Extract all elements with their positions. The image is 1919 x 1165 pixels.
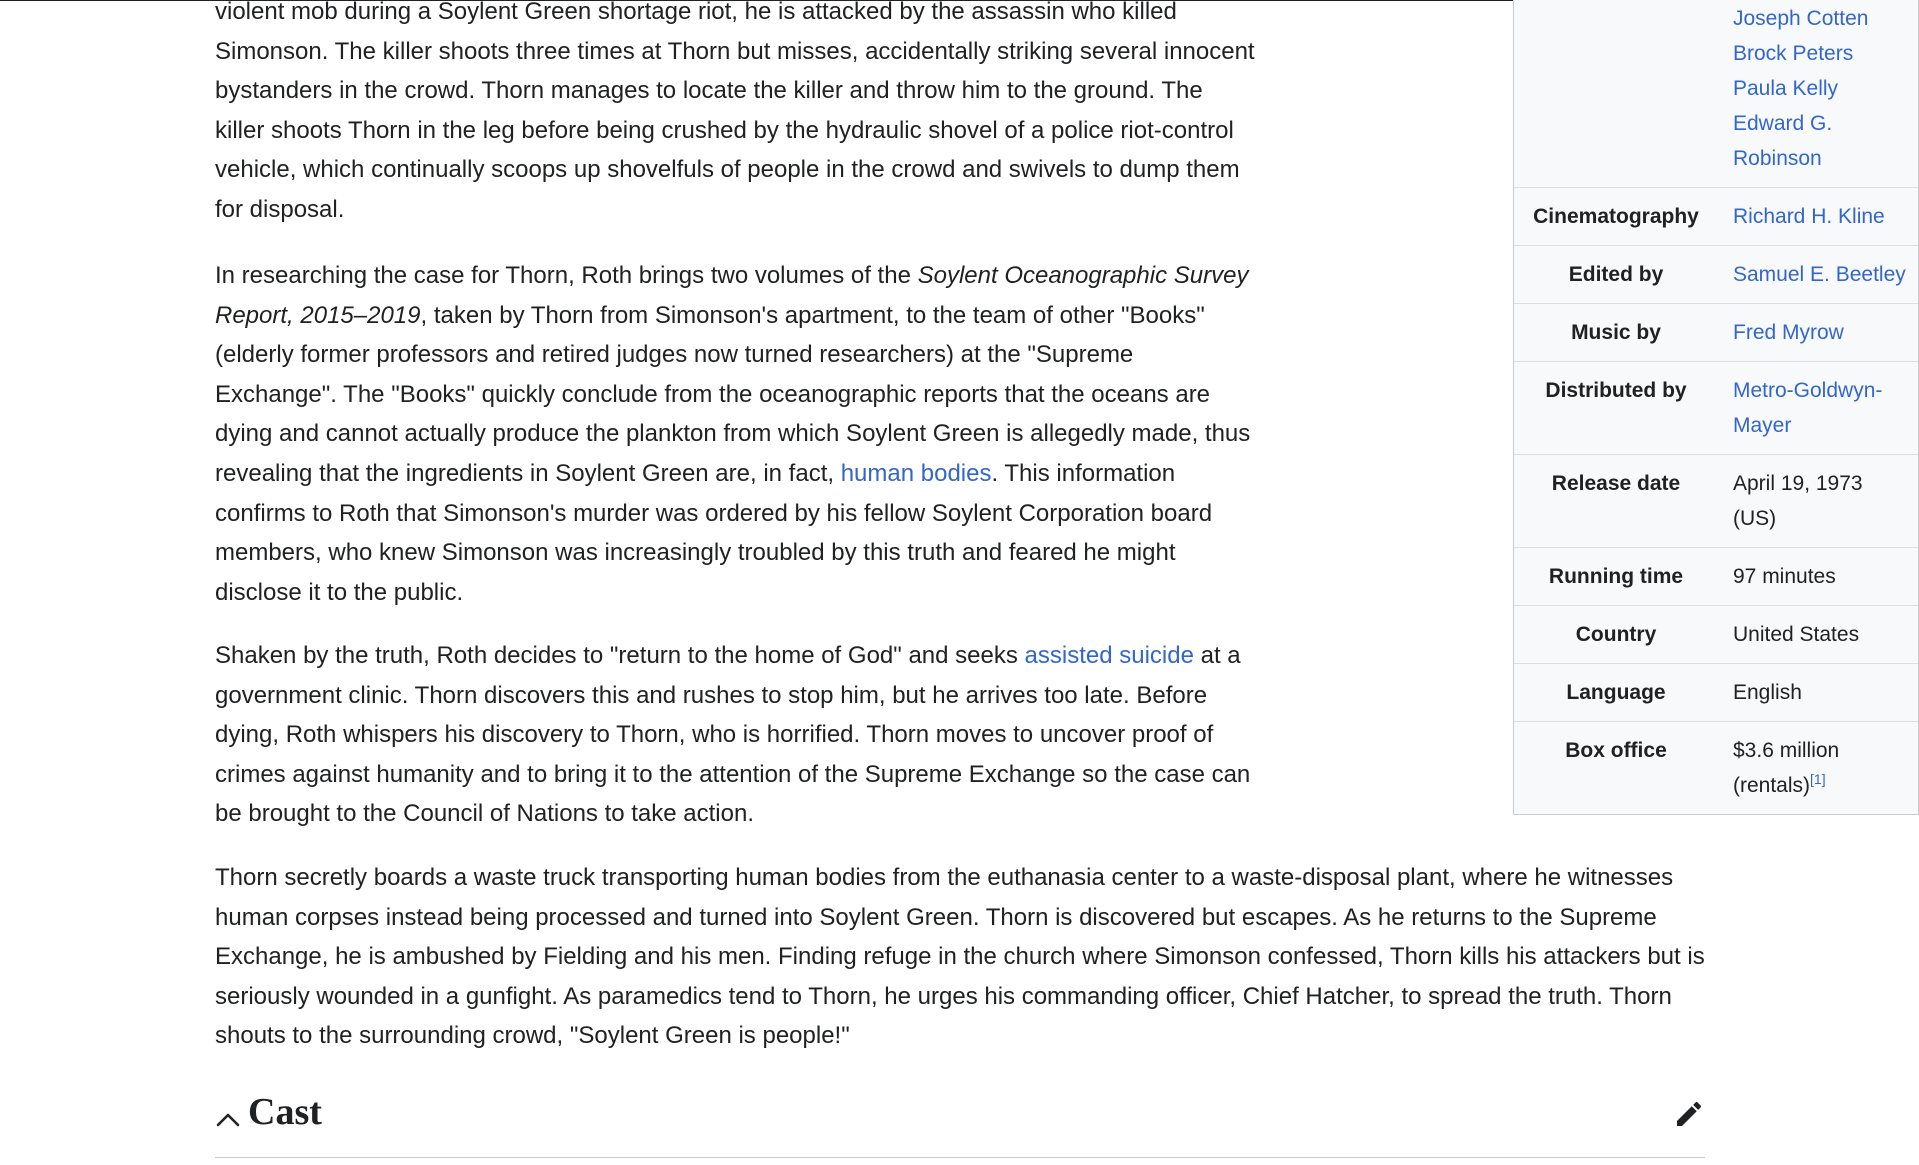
chevron-up-icon[interactable] bbox=[215, 1108, 241, 1132]
infobox-value bbox=[1718, 373, 1918, 443]
infobox-row-edited-by bbox=[1514, 245, 1918, 303]
section-heading-cast bbox=[215, 1088, 1705, 1158]
infobox-row-music-by bbox=[1514, 303, 1918, 361]
infobox-value bbox=[1718, 315, 1918, 350]
infobox-label: Release date bbox=[1551, 472, 1681, 495]
starring-link[interactable]: Joseph Cotten bbox=[1733, 7, 1869, 30]
plot-paragraph bbox=[215, 636, 1255, 834]
plot-paragraph bbox=[215, 256, 1255, 612]
paragraph-text: , taken by Thorn from Simonson's apartment, to the team of other "Books" (elderly former professors and retired judges now turned researchers) at the "Supreme Exchange". The "Books" quickly conclude from the oceanographic reports that the oceans are dying and cannot actually produce the plankton from which Soylent Green is allegedly made, thus revealing that the ingredients in Soylent Green are, in fact, bbox=[215, 301, 1251, 487]
infobox-row-country bbox=[1514, 605, 1918, 663]
infobox-label: Language bbox=[1566, 681, 1666, 704]
report-title: Soylent Oceanographic Survey Report, 2015–2019 bbox=[215, 262, 1249, 329]
infobox-value: United States bbox=[1733, 623, 1860, 646]
infobox-row-distributed-by bbox=[1514, 361, 1918, 454]
paragraph-text: at a government clinic. Thorn discovers this and rushes to stop him, but he arrives too late. Before dying, Roth whispers his discovery to Thorn, who is horrified. Thorn moves to uncover proof of crimes against humanity and to bring it to the attention of the Supreme Exchange so the case can be brought to the Council of Nations to take action. bbox=[215, 642, 1251, 828]
infobox-value bbox=[1718, 1, 1918, 176]
starring-link[interactable]: Brock Peters bbox=[1733, 42, 1854, 65]
paragraph-text: . This information confirms to Roth that Simonson's murder was ordered by his fellow Soylent Corporation board members, who knew Simonson was increasingly troubled by this truth and feared he might disclose it to the public. bbox=[215, 459, 1213, 606]
editor-link[interactable]: Samuel E. Beetley bbox=[1733, 263, 1906, 286]
infobox-row-cinematography bbox=[1514, 187, 1918, 245]
assisted-suicide-link[interactable]: assisted suicide bbox=[1024, 642, 1194, 669]
paragraph-text: Shaken by the truth, Roth decides to "return to the home of God" and seeks bbox=[215, 642, 1025, 669]
starring-link[interactable]: Edward G. Robinson bbox=[1733, 112, 1833, 170]
starring-link[interactable]: Paula Kelly bbox=[1733, 77, 1839, 100]
reference-link[interactable]: [1] bbox=[1810, 771, 1826, 787]
infobox-value: April 19, 1973 (US) bbox=[1733, 472, 1863, 530]
infobox-label: Distributed by bbox=[1545, 379, 1687, 402]
infobox-row-language bbox=[1514, 663, 1918, 721]
paragraph-text: In researching the case for Thorn, Roth brings two volumes of the bbox=[215, 262, 918, 289]
plot-paragraph: Thorn secretly boards a waste truck transporting human bodies from the euthanasia center to a waste-disposal plant, where he witnesses human corpses instead being processed and turned into Soylent Green. Thorn is discovered but escapes. As he returns to the Supreme Exchange, he is ambushed by Fielding and his men. Finding refuge in the church where Simonson confessed, Thorn kills his attackers but is seriously wounded in a gunfight. As paramedics tend to Thorn, he urges his commanding officer, Chief Hatcher, to spread the truth. Thorn shouts to the surrounding crowd, "Soylent Green is people!" bbox=[215, 864, 1705, 1050]
section-title[interactable]: Cast bbox=[248, 1091, 322, 1133]
plot-paragraph: violent mob during a Soylent Green shortage riot, he is attacked by the assassin who killed Simonson. The killer shoots three times at Thorn but misses, accidentally striking several innocent bystanders in the crowd. Thorn manages to locate the killer and throw him to the ground. The killer shoots Thorn in the leg before being crushed by the hydraulic shovel of a police riot-control vehicle, which continually scoops up shovelfuls of people in the crowd and swivels to dump them for disposal. bbox=[215, 0, 1255, 223]
infobox-label bbox=[1514, 1, 1718, 176]
infobox-row-box-office bbox=[1514, 721, 1918, 814]
box-office-value: $3.6 million (rentals) bbox=[1733, 739, 1840, 797]
composer-link[interactable]: Fred Myrow bbox=[1733, 321, 1844, 344]
infobox-value: 97 minutes bbox=[1733, 565, 1836, 588]
infobox-row-starring bbox=[1514, 0, 1918, 187]
infobox-value bbox=[1718, 199, 1918, 234]
infobox-row-running-time bbox=[1514, 547, 1918, 605]
cinematographer-link[interactable]: Richard H. Kline bbox=[1733, 205, 1885, 228]
infobox-row-release-date bbox=[1514, 454, 1918, 547]
pencil-icon[interactable] bbox=[1673, 1098, 1705, 1130]
infobox-value: English bbox=[1733, 681, 1802, 704]
infobox bbox=[1513, 0, 1919, 815]
distributor-link[interactable]: Metro-Goldwyn-Mayer bbox=[1733, 379, 1883, 437]
infobox-label: Edited by bbox=[1568, 263, 1664, 286]
human-bodies-link[interactable]: human bodies bbox=[840, 459, 992, 487]
infobox-label: Running time bbox=[1548, 565, 1684, 588]
infobox-label: Cinematography bbox=[1533, 205, 1699, 228]
infobox-value bbox=[1718, 257, 1918, 292]
infobox-value bbox=[1718, 733, 1918, 803]
infobox-label: Country bbox=[1575, 623, 1657, 646]
infobox-label: Box office bbox=[1565, 739, 1667, 762]
infobox-label: Music by bbox=[1571, 321, 1661, 344]
